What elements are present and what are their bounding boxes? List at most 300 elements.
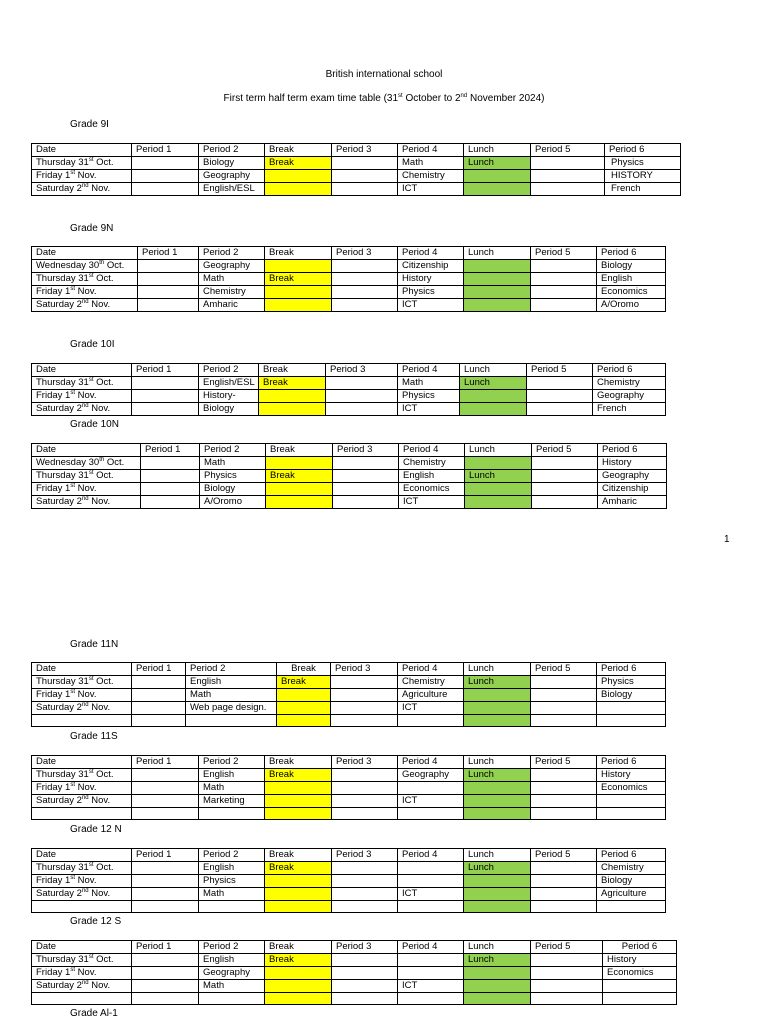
- date-cell: [32, 170, 132, 183]
- subject-cell: [531, 286, 597, 299]
- date-text: Friday 1: [36, 390, 71, 401]
- subject-cell: [527, 377, 593, 390]
- column-header: Period 5: [532, 444, 598, 457]
- subject-cell: [332, 954, 398, 967]
- table-row: [32, 157, 681, 170]
- break-cell: Break: [265, 157, 332, 170]
- page-number: 1: [724, 534, 730, 545]
- column-header: Date: [32, 144, 132, 157]
- column-header: Period 3: [332, 247, 398, 260]
- subject-cell: [132, 170, 199, 183]
- column-header: Period 3: [332, 144, 398, 157]
- date-text: Friday 1: [36, 967, 71, 978]
- date-month: Oct.: [93, 377, 114, 388]
- date-month: Nov.: [75, 967, 97, 978]
- subject-cell: Web page design.: [186, 702, 277, 715]
- date-month: Oct.: [93, 769, 114, 780]
- subject-cell: Geography: [199, 967, 265, 980]
- subject-cell: [333, 470, 399, 483]
- subject-cell: Biology: [199, 157, 265, 170]
- title-part: November 2024): [467, 93, 545, 104]
- table-row: [32, 715, 666, 727]
- table-row: [32, 483, 667, 496]
- date-month: Nov.: [75, 483, 97, 494]
- column-header: Period 6: [605, 144, 681, 157]
- column-header: Date: [32, 364, 132, 377]
- column-header: Period 2: [199, 941, 265, 954]
- break-cell: [259, 390, 326, 403]
- subject-cell: [531, 954, 603, 967]
- subject-cell: Physics: [597, 676, 666, 689]
- table-row: [32, 875, 666, 888]
- date-ordinal: nd: [81, 888, 89, 894]
- column-header: Period 1: [132, 849, 199, 862]
- date-month: Nov.: [88, 183, 111, 194]
- subject-cell: [132, 954, 199, 967]
- header-row: [32, 364, 666, 377]
- column-header: Period 6: [597, 663, 666, 676]
- subject-cell: [531, 862, 597, 875]
- subject-cell: [527, 403, 593, 416]
- column-header: Period 5: [531, 941, 603, 954]
- table-row: [32, 888, 666, 901]
- column-header: Period 2: [199, 247, 265, 260]
- subject-cell: [531, 260, 597, 273]
- break-cell: [265, 888, 332, 901]
- date-month: Nov.: [88, 403, 111, 414]
- subject-cell: [398, 862, 464, 875]
- subject-cell: [398, 967, 464, 980]
- subject-cell: [332, 273, 398, 286]
- subject-cell: Physics: [605, 157, 681, 170]
- date-month: Nov.: [75, 170, 97, 181]
- subject-cell: English: [199, 769, 265, 782]
- column-header: Period 4: [398, 849, 464, 862]
- date-text: Friday 1: [36, 689, 71, 700]
- subject-cell: Economics: [399, 483, 465, 496]
- subject-cell: English: [199, 954, 265, 967]
- column-header: Lunch: [464, 849, 531, 862]
- subject-cell: ICT: [398, 888, 464, 901]
- date-month: Oct.: [93, 470, 114, 481]
- table-row: [32, 954, 677, 967]
- date-cell: [32, 967, 132, 980]
- grade-label: Grade 11N: [70, 639, 119, 650]
- table-row: [32, 795, 666, 808]
- date-cell: [32, 377, 132, 390]
- subject-cell: [398, 993, 464, 1005]
- header-row: [32, 756, 666, 769]
- subject-cell: [141, 496, 200, 509]
- subject-cell: [527, 390, 593, 403]
- date-cell: [32, 875, 132, 888]
- header-row: [32, 663, 666, 676]
- date-ordinal: st: [88, 862, 94, 868]
- subject-cell: [531, 808, 597, 820]
- subject-cell: Chemistry: [593, 377, 666, 390]
- subject-cell: Physics: [398, 286, 464, 299]
- subject-cell: [531, 875, 597, 888]
- break-cell: Break: [277, 676, 331, 689]
- date-ordinal: st: [88, 676, 94, 682]
- subject-cell: [199, 901, 265, 913]
- column-header: Lunch: [465, 444, 532, 457]
- subject-cell: Math: [199, 980, 265, 993]
- column-header: Period 6: [597, 849, 666, 862]
- table-row: [32, 808, 666, 820]
- date-cell: [32, 260, 138, 273]
- column-header: Period 4: [398, 756, 464, 769]
- subject-cell: [398, 875, 464, 888]
- subject-cell: [332, 980, 398, 993]
- subject-cell: Amharic: [598, 496, 667, 509]
- subject-cell: [332, 808, 398, 820]
- column-header: Period 6: [603, 941, 677, 954]
- break-cell: Break: [265, 273, 332, 286]
- subject-cell: [132, 808, 199, 820]
- subject-cell: [531, 769, 597, 782]
- subject-cell: [132, 862, 199, 875]
- date-cell: [32, 808, 132, 820]
- column-header: Period 1: [132, 941, 199, 954]
- title-sup: nd: [460, 93, 468, 99]
- date-month: Oct.: [93, 862, 114, 873]
- subject-cell: [132, 689, 186, 702]
- column-header: Period 5: [531, 663, 597, 676]
- table-row: [32, 676, 666, 689]
- column-header: Period 5: [531, 756, 597, 769]
- subject-cell: Citizenship: [398, 260, 464, 273]
- column-header: Date: [32, 663, 132, 676]
- subject-cell: Chemistry: [398, 170, 464, 183]
- table-row: [32, 702, 666, 715]
- subject-cell: Geography: [199, 260, 265, 273]
- table-row: [32, 901, 666, 913]
- subject-cell: Geography: [398, 769, 464, 782]
- date-text: Thursday 31: [36, 769, 89, 780]
- subject-cell: English: [199, 862, 265, 875]
- break-cell: [265, 795, 332, 808]
- subject-cell: [332, 875, 398, 888]
- date-month: Nov.: [88, 980, 111, 991]
- date-month: Oct.: [93, 157, 114, 168]
- table-row: [32, 782, 666, 795]
- date-cell: [32, 496, 141, 509]
- subject-cell: [199, 993, 265, 1005]
- subject-cell: ICT: [399, 496, 465, 509]
- break-cell: [265, 993, 332, 1005]
- table-row: [32, 273, 666, 286]
- header-row: [32, 144, 681, 157]
- date-cell: [32, 676, 132, 689]
- date-ordinal: nd: [81, 299, 89, 305]
- subject-cell: [398, 782, 464, 795]
- lunch-cell: Lunch: [464, 676, 531, 689]
- break-cell: [266, 457, 333, 470]
- subject-cell: [532, 470, 598, 483]
- subject-cell: [597, 715, 666, 727]
- subject-cell: [332, 782, 398, 795]
- column-header: Period 2: [199, 364, 259, 377]
- date-text: Thursday 31: [36, 954, 89, 965]
- subject-cell: [132, 993, 199, 1005]
- subject-cell: [531, 795, 597, 808]
- subject-cell: Geography: [598, 470, 667, 483]
- date-text: Saturday 2: [36, 496, 82, 507]
- lunch-cell: [464, 808, 531, 820]
- subject-cell: English: [186, 676, 277, 689]
- date-cell: [32, 457, 141, 470]
- lunch-cell: [464, 299, 531, 312]
- table-row: [32, 967, 677, 980]
- subject-cell: Math: [200, 457, 266, 470]
- table-row: [32, 403, 666, 416]
- subject-cell: [332, 286, 398, 299]
- column-header: Break: [259, 364, 326, 377]
- subject-cell: [331, 676, 398, 689]
- subject-cell: [531, 702, 597, 715]
- date-ordinal: st: [70, 875, 75, 881]
- header-row: [32, 941, 677, 954]
- break-cell: [277, 715, 331, 727]
- lunch-cell: [464, 782, 531, 795]
- lunch-cell: [464, 901, 531, 913]
- subject-cell: Biology: [199, 403, 259, 416]
- subject-cell: French: [593, 403, 666, 416]
- column-header: Period 1: [141, 444, 200, 457]
- subject-cell: ICT: [398, 702, 464, 715]
- next-grade-label: Grade Al-1: [70, 1008, 118, 1019]
- subject-cell: [326, 377, 398, 390]
- subject-cell: [531, 689, 597, 702]
- subject-cell: [132, 377, 199, 390]
- date-text: Saturday 2: [36, 795, 82, 806]
- column-header: Period 1: [132, 756, 199, 769]
- subject-cell: Math: [186, 689, 277, 702]
- date-ordinal: st: [88, 157, 94, 163]
- break-cell: Break: [259, 377, 326, 390]
- table-row: [32, 993, 677, 1005]
- lunch-cell: [464, 260, 531, 273]
- subject-cell: Physics: [199, 875, 265, 888]
- subject-cell: History: [597, 769, 666, 782]
- column-header: Lunch: [464, 247, 531, 260]
- subject-cell: Geography: [199, 170, 265, 183]
- date-month: Nov.: [75, 689, 97, 700]
- subject-cell: Chemistry: [597, 862, 666, 875]
- lunch-cell: [460, 403, 527, 416]
- break-cell: [277, 702, 331, 715]
- date-text: Thursday 31: [36, 862, 89, 873]
- date-ordinal: st: [88, 377, 94, 383]
- lunch-cell: [464, 286, 531, 299]
- break-cell: [266, 496, 333, 509]
- break-cell: [277, 689, 331, 702]
- grade-label: Grade 12 S: [70, 916, 122, 927]
- table-row: [32, 862, 666, 875]
- timetable: [31, 848, 666, 913]
- break-cell: [265, 299, 332, 312]
- date-cell: [32, 689, 132, 702]
- date-ordinal: st: [88, 954, 94, 960]
- column-header: Period 4: [398, 364, 460, 377]
- column-header: Period 5: [531, 247, 597, 260]
- date-ordinal: st: [70, 782, 75, 788]
- lunch-cell: Lunch: [464, 157, 531, 170]
- date-month: Nov.: [88, 702, 111, 713]
- column-header: Period 2: [199, 144, 265, 157]
- lunch-cell: [460, 390, 527, 403]
- date-text: Thursday 31: [36, 676, 89, 687]
- timetable: [31, 246, 666, 312]
- table-row: [32, 496, 667, 509]
- timetable: [31, 940, 677, 1005]
- subject-cell: [332, 862, 398, 875]
- subject-cell: [332, 795, 398, 808]
- subject-cell: [597, 901, 666, 913]
- subject-cell: [603, 980, 677, 993]
- subject-cell: [531, 183, 605, 196]
- date-text: Friday 1: [36, 782, 71, 793]
- subject-cell: Marketing: [199, 795, 265, 808]
- subject-cell: Chemistry: [399, 457, 465, 470]
- subject-cell: [141, 457, 200, 470]
- date-ordinal: st: [70, 967, 75, 973]
- date-ordinal: st: [88, 273, 94, 279]
- column-header: Lunch: [464, 941, 531, 954]
- lunch-cell: [465, 457, 532, 470]
- column-header: Break: [265, 247, 332, 260]
- date-ordinal: th: [99, 457, 105, 463]
- subject-cell: [398, 954, 464, 967]
- subject-cell: [332, 170, 398, 183]
- subject-cell: English: [399, 470, 465, 483]
- date-text: Saturday 2: [36, 403, 82, 414]
- lunch-cell: Lunch: [465, 470, 532, 483]
- column-header: Lunch: [460, 364, 527, 377]
- date-cell: [32, 715, 132, 727]
- subject-cell: Biology: [597, 689, 666, 702]
- date-month: Nov.: [75, 875, 97, 886]
- subject-cell: [141, 470, 200, 483]
- subject-cell: [398, 715, 464, 727]
- subject-cell: Math: [199, 782, 265, 795]
- subject-cell: [132, 715, 186, 727]
- subject-cell: Economics: [597, 286, 666, 299]
- subject-cell: [331, 702, 398, 715]
- date-ordinal: st: [88, 769, 94, 775]
- date-ordinal: st: [70, 390, 75, 396]
- subject-cell: Agriculture: [597, 888, 666, 901]
- lunch-cell: [464, 875, 531, 888]
- column-header: Period 2: [199, 756, 265, 769]
- date-text: Saturday 2: [36, 980, 82, 991]
- column-header: Period 1: [138, 247, 199, 260]
- lunch-cell: [464, 170, 531, 183]
- column-header: Period 3: [326, 364, 398, 377]
- grade-label: Grade 9I: [70, 119, 109, 130]
- document-title: [0, 93, 768, 105]
- column-header: Period 2: [186, 663, 277, 676]
- subject-cell: History: [603, 954, 677, 967]
- subject-cell: A/Oromo: [597, 299, 666, 312]
- lunch-cell: [464, 183, 531, 196]
- column-header: Period 5: [531, 144, 605, 157]
- header-row: [32, 849, 666, 862]
- subject-cell: [132, 403, 199, 416]
- table-row: [32, 689, 666, 702]
- table-row: [32, 260, 666, 273]
- date-month: Nov.: [88, 496, 111, 507]
- subject-cell: Biology: [597, 260, 666, 273]
- date-ordinal: nd: [81, 702, 89, 708]
- column-header: Period 4: [398, 247, 464, 260]
- date-cell: [32, 470, 141, 483]
- lunch-cell: Lunch: [464, 769, 531, 782]
- lunch-cell: [464, 689, 531, 702]
- column-header: Period 4: [398, 663, 464, 676]
- date-cell: [32, 901, 132, 913]
- date-cell: [32, 483, 141, 496]
- break-cell: [265, 170, 332, 183]
- subject-cell: [132, 888, 199, 901]
- column-header: Period 2: [200, 444, 266, 457]
- column-header: Date: [32, 756, 132, 769]
- timetable: [31, 363, 666, 416]
- table-row: [32, 170, 681, 183]
- column-header: Period 1: [132, 663, 186, 676]
- date-month: Nov.: [75, 782, 97, 793]
- break-cell: [265, 808, 332, 820]
- subject-cell: History: [398, 273, 464, 286]
- subject-cell: [332, 888, 398, 901]
- subject-cell: [132, 875, 199, 888]
- date-ordinal: nd: [81, 795, 89, 801]
- subject-cell: [531, 901, 597, 913]
- subject-cell: [398, 901, 464, 913]
- subject-cell: Economics: [603, 967, 677, 980]
- grade-label: Grade 10I: [70, 339, 115, 350]
- subject-cell: [132, 183, 199, 196]
- title-sup: st: [398, 93, 403, 99]
- date-cell: [32, 286, 138, 299]
- break-cell: [266, 483, 333, 496]
- subject-cell: [531, 170, 605, 183]
- column-header: Period 5: [527, 364, 593, 377]
- subject-cell: [332, 299, 398, 312]
- lunch-cell: [464, 980, 531, 993]
- date-month: Nov.: [88, 888, 111, 899]
- date-ordinal: nd: [81, 403, 89, 409]
- date-month: Nov.: [75, 390, 97, 401]
- subject-cell: [332, 260, 398, 273]
- break-cell: [265, 183, 332, 196]
- subject-cell: [132, 702, 186, 715]
- subject-cell: Math: [398, 157, 464, 170]
- subject-cell: Biology: [200, 483, 266, 496]
- subject-cell: ICT: [398, 403, 460, 416]
- lunch-cell: Lunch: [464, 862, 531, 875]
- date-text: Friday 1: [36, 170, 71, 181]
- subject-cell: [331, 689, 398, 702]
- subject-cell: [332, 967, 398, 980]
- date-text: Thursday 31: [36, 377, 89, 388]
- grade-label: Grade 10N: [70, 419, 119, 430]
- column-header: Lunch: [464, 663, 531, 676]
- subject-cell: Physics: [398, 390, 460, 403]
- subject-cell: HISTORY: [605, 170, 681, 183]
- column-header: Period 4: [398, 941, 464, 954]
